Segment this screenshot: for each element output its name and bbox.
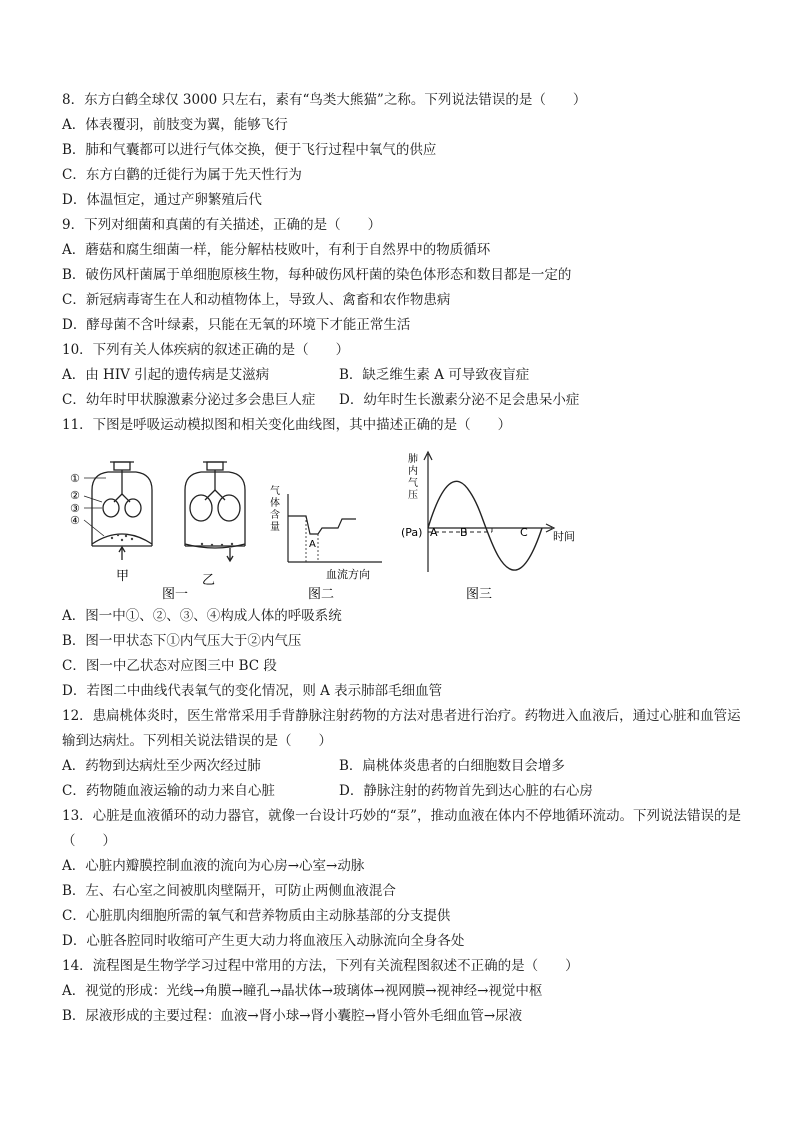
question-10	[62, 338, 742, 413]
question-stem: 12．患扁桃体炎时，医生常常采用手背静脉注射药物的方法对患者进行治疗。药物进入血液后，通过心脏和血管运输到达病灶。下列相关说法错误的是（ ）	[62, 708, 741, 749]
fig3-point-c: C	[520, 526, 528, 539]
option-b: B．尿液形成的主要过程：血液→肾小球→肾小囊腔→肾小管外毛细血管→尿液	[62, 1008, 523, 1024]
options-row	[62, 388, 742, 413]
option-b: B．扁桃体炎患者的白细胞数目会增多	[339, 758, 565, 774]
marker-3: ③	[70, 502, 80, 515]
option-b: B．缺乏维生素 A 可导致夜盲症	[339, 367, 530, 383]
label-yi: 乙	[202, 573, 216, 588]
fig2-ylabel: 体	[270, 498, 280, 509]
option-d: D．若图二中曲线代表氧气的变化情况，则 A 表示肺部毛细血管	[62, 683, 443, 699]
fig3-ylabel: 肺	[408, 454, 418, 465]
fig3-ylabel: 压	[408, 490, 418, 501]
question-stem: 9．下列对细菌和真菌的有关描述，正确的是（ ）	[62, 217, 382, 233]
question-stem: 11．下图是呼吸运动模拟图和相关变化曲线图，其中描述正确的是（ ）	[62, 417, 512, 433]
option-a: A．图一中①、②、③、④构成人体的呼吸系统	[62, 608, 342, 624]
figure-2-caption: 图二	[308, 587, 335, 602]
question-9	[62, 213, 742, 338]
figure-3-chart	[424, 452, 554, 572]
fig2-ylabel: 量	[270, 522, 280, 533]
jar-yi-diagram	[185, 462, 245, 561]
question-stem: 14．流程图是生物学学习过程中常用的方法，下列有关流程图叙述不正确的是（ ）	[62, 958, 579, 974]
fig3-unit: (Pa)	[401, 526, 423, 539]
options-row	[62, 779, 742, 804]
marker-2: ②	[70, 489, 80, 502]
option-d: D．体温恒定，通过产卵繁殖后代	[62, 192, 262, 208]
option-c: C．心脏肌肉细胞所需的氧气和营养物质由主动脉基部的分支提供	[62, 908, 451, 924]
fig3-point-a: A	[430, 526, 438, 539]
option-d: D．静脉注射的药物首先到达心脏的右心房	[339, 783, 593, 799]
option-b: B．破伤风杆菌属于单细胞原核生物，每种破伤风杆菌的染色体形态和数目都是一定的	[62, 267, 572, 283]
figure-3-caption: 图三	[466, 587, 493, 602]
jar-jia-diagram	[84, 462, 152, 560]
option-a: A．药物到达病灶至少两次经过肺	[62, 758, 261, 774]
fig3-point-b: B	[460, 526, 468, 539]
fig3-ylabel: 内	[408, 466, 418, 477]
option-a: A．心脏内瓣膜控制血液的流向为心房→心室→动脉	[62, 858, 365, 874]
question-14	[62, 954, 742, 1029]
option-a: A．体表覆羽，前肢变为翼，能够飞行	[62, 117, 288, 133]
figure-1-caption: 图一	[162, 587, 189, 602]
option-b: B．图一甲状态下①内气压大于②内气压	[62, 633, 302, 649]
question-12	[62, 704, 742, 804]
label-jia: 甲	[116, 569, 130, 584]
fig2-ylabel: 含	[270, 510, 280, 521]
fig2-ylabel: 气	[270, 486, 280, 497]
marker-1: ①	[70, 472, 80, 485]
respiration-figures	[62, 444, 742, 604]
option-b: B．肺和气囊都可以进行气体交换，便于飞行过程中氧气的供应	[62, 142, 437, 158]
fig2-point-a: A	[309, 539, 316, 550]
option-d: D．酵母菌不含叶绿素，只能在无氧的环境下才能正常生活	[62, 317, 411, 333]
question-stem: 8．东方白鹤全球仅 3000 只左右，素有“鸟类大熊猫”之称。下列说法错误的是（ ）	[62, 92, 587, 108]
option-c: C．新冠病毒寄生在人和动植物体上，导致人、禽畜和农作物患病	[62, 292, 451, 308]
option-c: C．药物随血液运输的动力来自心脏	[62, 783, 275, 799]
option-c: C．东方白鹳的迁徙行为属于先天性行为	[62, 167, 302, 183]
marker-4: ④	[70, 514, 80, 527]
question-8	[62, 88, 742, 213]
question-stem: 10．下列有关人体疾病的叙述正确的是（ ）	[62, 342, 350, 358]
exam-page	[62, 88, 742, 1029]
option-d: D．心脏各腔同时收缩可产生更大动力将血液压入动脉流向全身各处	[62, 933, 465, 949]
option-c: C．幼年时甲状腺激素分泌过多会患巨人症	[62, 392, 316, 408]
option-c: C．图一中乙状态对应图三中 BC 段	[62, 658, 277, 674]
question-stem: 13．心脏是血液循环的动力器官，就像一台设计巧妙的“泵”，推动血液在体内不停地循环流动。下列说法错误的是（ ）	[62, 808, 741, 849]
option-a: A．由 HIV 引起的遗传病是艾滋病	[62, 367, 270, 383]
fig3-ylabel: 气	[408, 478, 418, 489]
option-d: D．幼年时生长激素分泌不足会患呆小症	[339, 392, 580, 408]
option-b: B．左、右心室之间被肌肉壁隔开，可防止两侧血液混合	[62, 883, 396, 899]
fig3-xlabel: 时间	[553, 530, 575, 543]
option-a: A．蘑菇和腐生细菌一样，能分解枯枝败叶，有利于自然界中的物质循环	[62, 242, 491, 258]
figure-2-chart	[288, 494, 382, 562]
options-row	[62, 363, 742, 388]
figures-svg	[62, 444, 742, 604]
options-row	[62, 754, 742, 779]
option-a: A．视觉的形成：光线→角膜→瞳孔→晶状体→玻璃体→视网膜→视神经→视觉中枢	[62, 983, 543, 999]
fig2-xlabel: 血流方向	[326, 568, 370, 581]
question-11	[62, 413, 742, 704]
question-13	[62, 804, 742, 954]
